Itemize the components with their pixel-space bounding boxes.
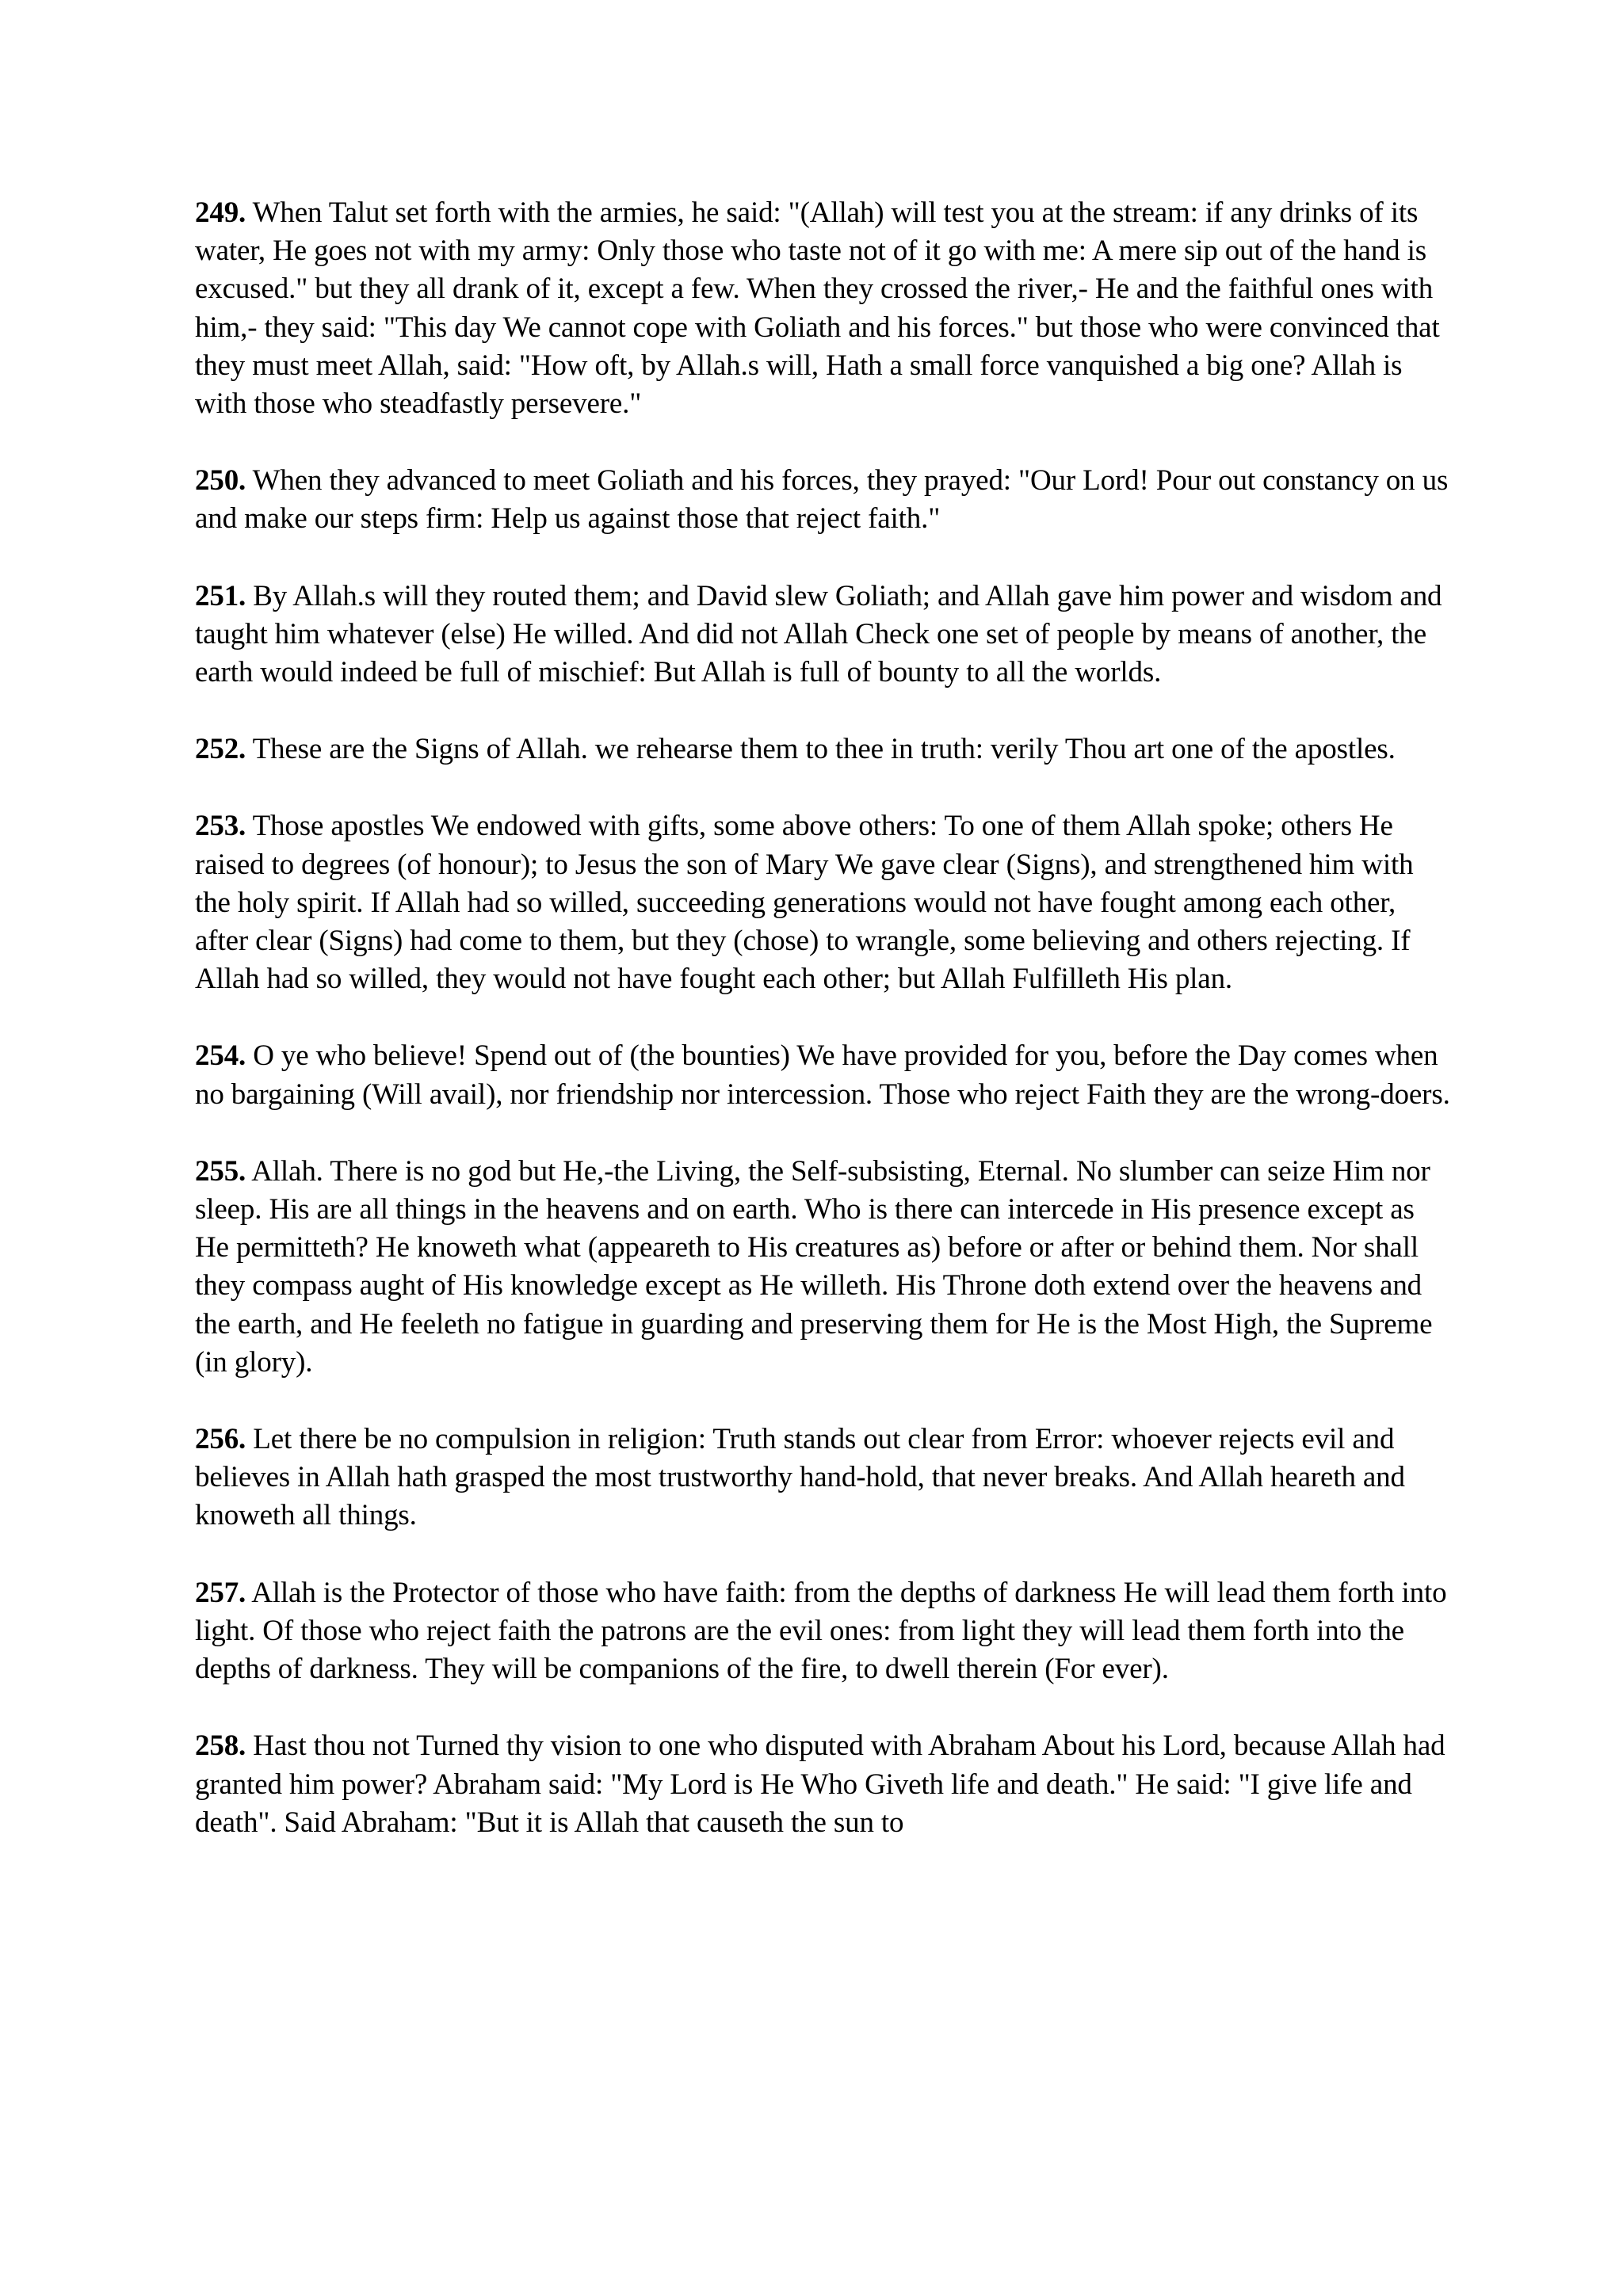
verse-number: 253. bbox=[195, 810, 246, 843]
verse-256 bbox=[195, 1421, 1455, 1535]
verse-254 bbox=[195, 1037, 1455, 1113]
verse-text: These are the Signs of Allah. we rehearse them to thee in truth: verily Thou art one of the apostles. bbox=[252, 733, 1396, 766]
verse-text: Those apostles We endowed with gifts, some above others: To one of them Allah spoke; others He raised to degrees (of honour); to Jesus the son of Mary We gave clear (Signs), and strengthened him with the holy spirit. If Allah had so willed, succeeding generations would not have fought among each other, after clear (Signs) had come to them, but they (chose) to wrangle, some believing and others rejecting. If Allah had so willed, they would not have fought each other; but Allah Fulfilleth His plan. bbox=[195, 810, 1414, 996]
verse-249 bbox=[195, 194, 1455, 423]
verse-258 bbox=[195, 1727, 1455, 1842]
verse-number: 254. bbox=[195, 1039, 246, 1073]
verse-number: 250. bbox=[195, 464, 246, 498]
verse-253 bbox=[195, 807, 1455, 998]
verse-number: 257. bbox=[195, 1576, 246, 1609]
verse-text: When Talut set forth with the armies, he said: "(Allah) will test you at the stream: if any drinks of its water, He goes not with my army: Only those who taste not of it go with me: A mere sip out of the hand is excused." but they all drank of it, except a few. When they crossed the river,- He and the faithful ones with him,- they said: "This day We cannot cope with Goliath and his forces." but those who were convinced that they must meet Allah, said: "How oft, by Allah.s will, Hath a small force vanquished a big one? Allah is with those who steadfastly persevere." bbox=[195, 196, 1440, 421]
verse-number: 251. bbox=[195, 579, 246, 612]
verse-250 bbox=[195, 462, 1455, 538]
verse-number: 252. bbox=[195, 733, 246, 766]
verse-number: 258. bbox=[195, 1730, 246, 1763]
document-page bbox=[195, 194, 1455, 1881]
verse-252 bbox=[195, 730, 1455, 769]
verse-text: O ye who believe! Spend out of (the bounties) We have provided for you, before the Day comes when no bargaining (Will avail), nor friendship nor intercession. Those who reject Faith they are the wrong-doers. bbox=[195, 1039, 1450, 1111]
verse-255 bbox=[195, 1153, 1455, 1382]
verse-number: 256. bbox=[195, 1423, 246, 1456]
verse-text: By Allah.s will they routed them; and David slew Goliath; and Allah gave him power and wisdom and taught him whatever (else) He willed. And did not Allah Check one set of people by means of another, the earth would indeed be full of mischief: But Allah is full of bounty to all the worlds. bbox=[195, 579, 1442, 689]
verse-251 bbox=[195, 578, 1455, 692]
verse-text: Allah. There is no god but He,-the Living, the Self-subsisting, Eternal. No slumber can seize Him nor sleep. His are all things in the heavens and on earth. Who is there can intercede in His presence except as He permitteth? He knoweth what (appeareth to His creatures as) before or after or behind them. Nor shall they compass aught of His knowledge except as He willeth. His Throne doth extend over the heavens and the earth, and He feeleth no fatigue in guarding and preserving them for He is the Most High, the Supreme (in glory). bbox=[195, 1154, 1433, 1379]
verse-text: When they advanced to meet Goliath and his forces, they prayed: "Our Lord! Pour out constancy on us and make our steps firm: Help us against those that reject faith." bbox=[195, 464, 1449, 536]
verse-number: 255. bbox=[195, 1154, 246, 1188]
verse-text: Let there be no compulsion in religion: Truth stands out clear from Error: whoever rejects evil and believes in Allah hath grasped the most trustworthy hand-hold, that never breaks. And Allah heareth and knoweth all things. bbox=[195, 1423, 1405, 1532]
verse-257 bbox=[195, 1574, 1455, 1689]
verse-text: Allah is the Protector of those who have faith: from the depths of darkness He will lead them forth into light. Of those who reject faith the patrons are the evil ones: from light they will lead them forth into the depths of darkness. They will be companions of the fire, to dwell therein (For ever). bbox=[195, 1576, 1447, 1686]
verse-text: Hast thou not Turned thy vision to one who disputed with Abraham About his Lord, because Allah had granted him power? Abraham said: "My Lord is He Who Giveth life and death." He said: "I give life and death". Said Abraham: "But it is Allah that causeth the sun to bbox=[195, 1730, 1445, 1839]
verse-number: 249. bbox=[195, 196, 246, 229]
